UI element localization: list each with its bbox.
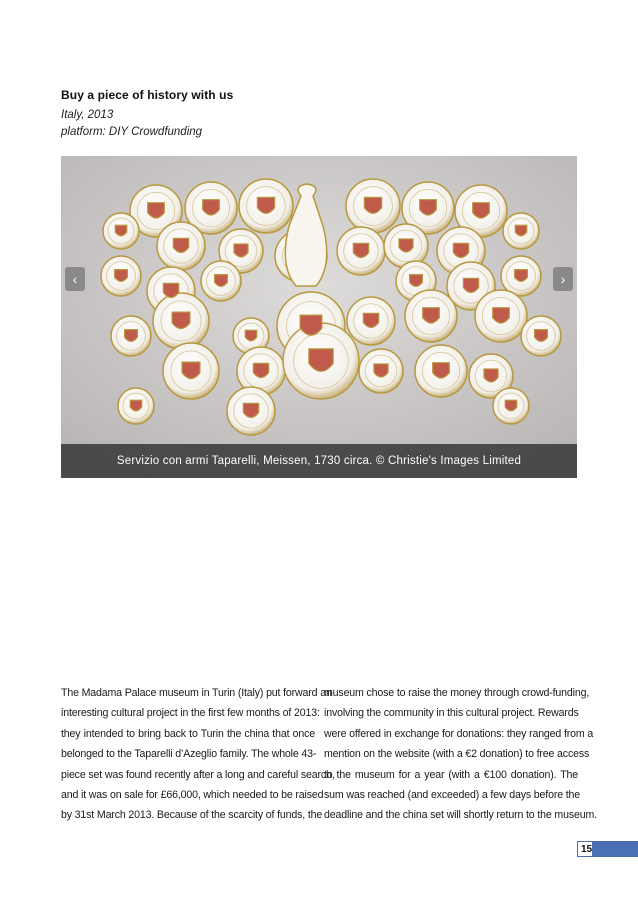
body-line: belonged to the Taparelli d’Azeglio family. The whole 43-	[61, 748, 317, 761]
body-line: and it was on sale for £66,000, which needed to be raised	[61, 789, 324, 802]
platform-label: platform: DIY Crowdfunding	[61, 126, 203, 138]
prev-image-button[interactable]	[65, 267, 85, 291]
body-line: they intended to bring back to Turin the china that once	[61, 727, 315, 740]
next-image-button[interactable]	[553, 267, 573, 291]
body-column-2	[324, 683, 597, 826]
page-number: 15	[577, 841, 593, 857]
body-line: mention on the website (with a €2 donation) to free access	[324, 748, 590, 761]
body-line: deadline and the china set will shortly return to the museum.	[324, 809, 597, 822]
porcelain-photo	[61, 156, 577, 478]
body-line: by 31st March 2013. Because of the scarcity of funds, the	[61, 809, 323, 822]
body-line: interesting cultural project in the first few months of 2013:	[61, 707, 320, 720]
body-line: sum was reached (and exceeded) a few days before the	[324, 789, 581, 802]
body-line: The Madama Palace museum in Turin (Italy) put forward an	[61, 687, 332, 699]
porcelain-set-illustration	[61, 156, 577, 478]
body-line: museum chose to raise the money through crowd-funding,	[324, 687, 590, 699]
body-column-1	[61, 683, 335, 826]
location-year: Italy, 2013	[61, 109, 114, 121]
body-line: piece set was found recently after a long and careful search,	[61, 768, 335, 781]
article-title: Buy a piece of history with us	[61, 88, 234, 102]
image-caption-bar	[61, 444, 577, 478]
body-line: to the museum for a year (with a €100 donation). The	[324, 768, 578, 781]
image-caption: Servizio con armi Taparelli, Meissen, 1730 circa. © Christie's Images Limited	[116, 455, 522, 467]
body-line: involving the community in this cultural project. Rewards	[324, 707, 579, 720]
body-line: were offered in exchange for donations: they ranged from a	[324, 727, 594, 740]
chevron-left-icon: ‹	[72, 271, 78, 287]
chevron-right-icon: ›	[560, 271, 566, 287]
